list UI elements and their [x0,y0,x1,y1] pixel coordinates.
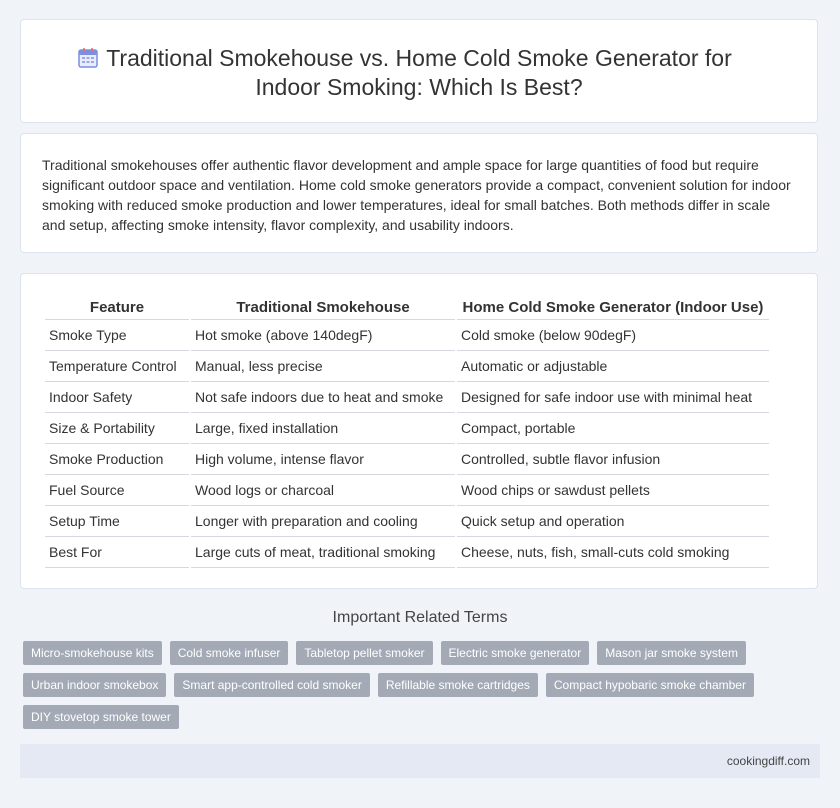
feature-cell: Smoke Production [45,444,189,475]
related-term-tag[interactable]: Urban indoor smokebox [23,673,166,697]
related-term-tag[interactable]: Tabletop pellet smoker [296,641,432,665]
smokehouse-cell: Not safe indoors due to heat and smoke [191,382,455,413]
feature-cell: Setup Time [45,506,189,537]
smokehouse-cell: Longer with preparation and cooling [191,506,455,537]
related-term-tag[interactable]: Cold smoke infuser [170,641,289,665]
table-row [45,320,769,351]
related-term-tag[interactable]: DIY stovetop smoke tower [23,705,179,729]
comparison-table [43,295,771,568]
page-title [21,44,817,102]
table-row [45,506,769,537]
feature-cell: Indoor Safety [45,382,189,413]
table-header-row [45,295,769,320]
generator-cell: Automatic or adjustable [457,351,769,382]
related-term-tag[interactable]: Smart app-controlled cold smoker [174,673,369,697]
generator-cell: Cold smoke (below 90degF) [457,320,769,351]
header-traditional-smokehouse: Traditional Smokehouse [191,295,455,320]
table-row [45,351,769,382]
related-terms-heading: Important Related Terms [332,609,508,626]
smokehouse-cell: Hot smoke (above 140degF) [191,320,455,351]
intro-text: Traditional smokehouses offer authentic flavor development and ample space for large quantities of food but require significant outdoor space and ventilation. Home cold smoke generators provide a compact, convenient solution for indoor smoking with reduced smoke production and lower temperatures, ideal for small batches. Both methods differ in scale and setup, affecting smoke intensity, flavor complexity, and usability indoors. [42,157,791,233]
smokehouse-cell: Wood logs or charcoal [191,475,455,506]
footer-site-link[interactable]: cookingdiff.com [726,754,810,768]
generator-cell: Compact, portable [457,413,769,444]
related-term-tag[interactable]: Refillable smoke cartridges [378,673,538,697]
page-title-line1: Traditional Smokehouse vs. Home Cold Smoke Generator for [106,45,732,71]
table-row [45,475,769,506]
related-term-tag[interactable]: Compact hypobaric smoke chamber [546,673,754,697]
table-row [45,382,769,413]
related-term-tag[interactable]: Mason jar smoke system [597,641,746,665]
comparison-card [20,273,818,589]
table-row [45,444,769,475]
generator-cell: Controlled, subtle flavor infusion [457,444,769,475]
generator-cell: Wood chips or sawdust pellets [457,475,769,506]
feature-cell: Best For [45,537,189,568]
related-term-tag[interactable]: Micro-smokehouse kits [23,641,162,665]
footer [20,744,820,778]
smokehouse-cell: High volume, intense flavor [191,444,455,475]
related-terms-list [23,641,783,729]
generator-cell: Designed for safe indoor use with minimal heat [457,382,769,413]
title-card [20,19,818,123]
table-row [45,413,769,444]
feature-cell: Size & Portability [45,413,189,444]
intro-card [20,133,818,253]
smokehouse-cell: Large, fixed installation [191,413,455,444]
smokehouse-cell: Manual, less precise [191,351,455,382]
smokehouse-cell: Large cuts of meat, traditional smoking [191,537,455,568]
header-cold-smoke-generator: Home Cold Smoke Generator (Indoor Use) [457,295,769,320]
feature-cell: Smoke Type [45,320,189,351]
header-feature: Feature [45,295,189,320]
generator-cell: Quick setup and operation [457,506,769,537]
feature-cell: Temperature Control [45,351,189,382]
feature-cell: Fuel Source [45,475,189,506]
generator-cell: Cheese, nuts, fish, small-cuts cold smoking [457,537,769,568]
table-row [45,537,769,568]
related-term-tag[interactable]: Electric smoke generator [441,641,590,665]
page-title-line2: Indoor Smoking: Which Is Best? [255,74,583,100]
